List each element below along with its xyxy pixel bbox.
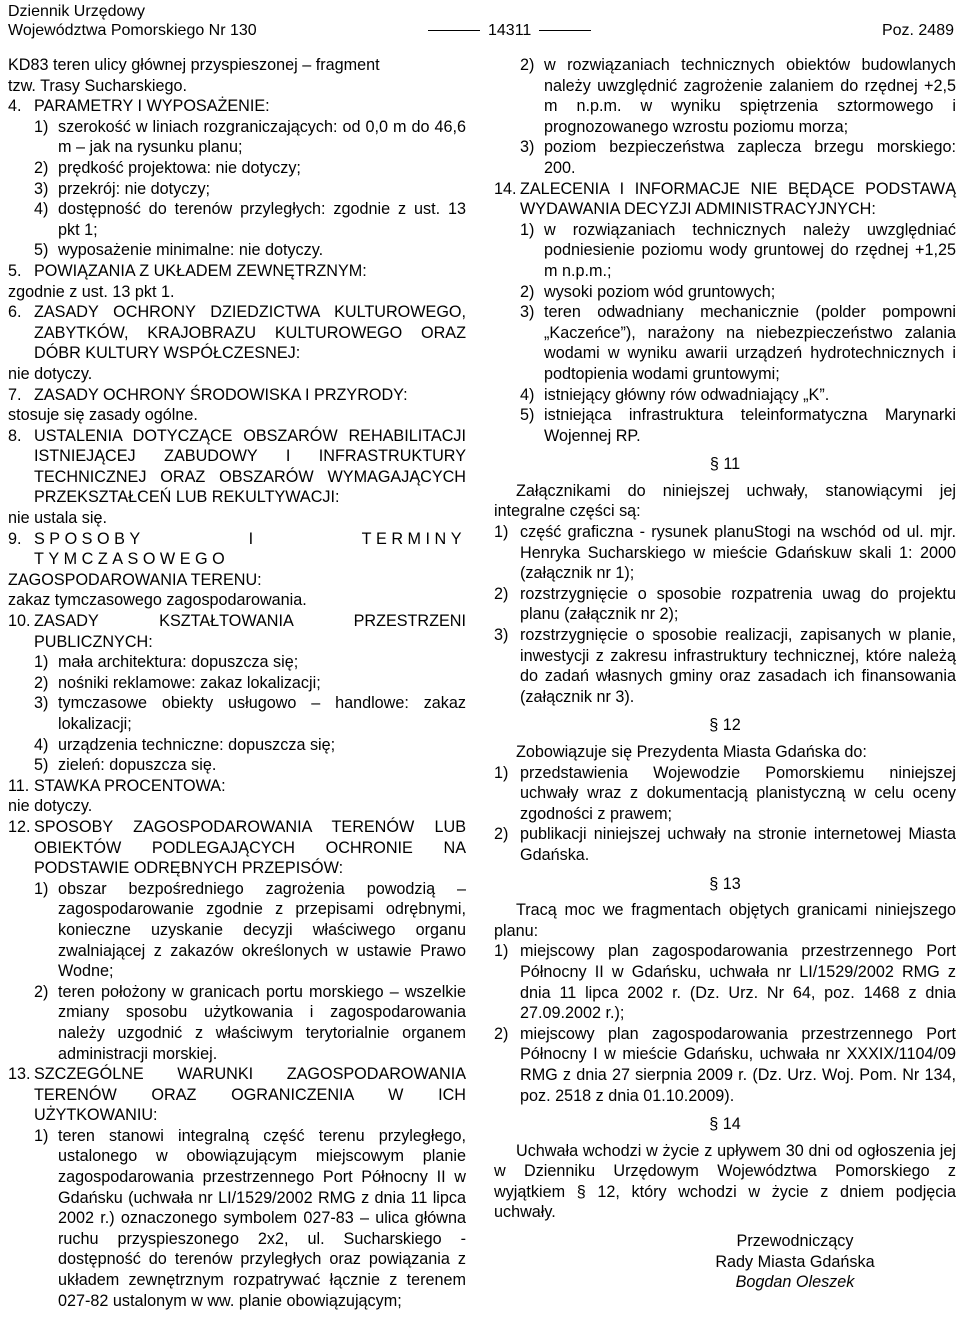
signature-block [634,1231,956,1293]
list-item [34,879,466,982]
page-number-text: 14311 [488,22,532,39]
list-item-number: 3) [494,626,509,645]
section-13 [8,1064,466,1126]
signature-org: Rady Miasta Gdańska [715,1252,875,1271]
journal-title [8,2,257,40]
paragraph-13-heading: § 13 [709,874,741,893]
list-item-number: 1) [520,220,535,239]
list-item-number: 5) [34,241,49,260]
list-item-number: 1) [494,763,509,782]
list-item-text: w rozwiązaniach technicznych należy uwzględniać podniesienie poziomu wody gruntowej do rzędnej +1,25 m n.p.m.; [544,220,956,280]
list-item-text: wyposażenie minimalne: nie dotyczy. [58,241,324,260]
paragraph-11-intro: Załącznikami do niniejszej uchwały, stanowiącymi jej integralne części są: [494,481,956,521]
list-item-number: 2) [494,825,509,844]
section-body: zgodnie z ust. 13 pkt 1. [8,282,175,301]
list-item-text: przekrój: nie dotyczy; [58,179,211,198]
section-number: 6. [8,303,22,322]
list-item-number: 3) [520,303,535,322]
list-item-number: 3) [520,138,535,157]
list-item-number: 1) [34,117,49,136]
list-item-number: 2) [494,1024,509,1043]
section-title: ZASADY KSZTAŁTOWANIA PRZESTRZENI PUBLICZNYCH: [34,612,466,651]
journal-title-line1: Dziennik Urzędowy [8,3,145,20]
section-body: nie ustala się. [8,509,107,528]
list-item-number: 2) [34,673,49,692]
list-item [34,693,466,734]
list-item-text: zieleń: dopuszcza się. [58,756,217,775]
list-item-text: teren położony w granicach portu morskiego – wszelkie zmiany sposobu użytkowania i zagospodarowania należy uzgodnić z właściwym terytorialnie organem administracji morskiej. [58,982,466,1063]
paragraph-13-intro: Tracą moc we fragmentach objętych granicami niniejszego planu: [494,901,956,940]
list-item-text: teren stanowi integralną część terenu przyległego, ustalonego w obowiązującym miejscowym planie zagospodarowania przestrzennego Port Północny II w Gdańsku (uchwała nr LI/1529/2002 RMG z dnia 11 lipca 2002 r.) oznaczonego symbolem 027-83 – ulica główna ruchu przyspieszonego 2x2, ul. Sucharskiego - dostępność do terenów przyległych oraz powiązania z układem zewnętrznym rozpatrywać łącznie z terenem 027-82 ustalonym w ww. planie obowiązującym; [58,1126,466,1310]
list-item-text: miejscowy plan zagospodarowania przestrzennego Port Północny I w mieście Gdańsku, uchwała nr XXXIX/1104/09 RMG z dnia 27 sierpnia 2009 r. (Dz. Urz. Woj. Pom. Nr 134, poz. 2518 z dnia 01.10.2009). [520,1024,956,1105]
section-title: SZCZEGÓLNE WARUNKI ZAGOSPODAROWANIA TERENÓW ORAZ OGRANICZENIA W ICH UŻYTKOWANIU: [34,1065,466,1125]
list-item-number: 1) [494,523,509,542]
right-column [494,55,956,1293]
list-item [34,735,466,756]
list-item-number: 3) [34,179,49,198]
left-column [8,55,466,1311]
list-item-number: 4) [520,385,535,404]
paragraph-12-heading: § 12 [709,716,741,735]
list-item [34,199,466,240]
section-title: USTALENIA DOTYCZĄCE OBSZARÓW REHABILITACJI ISTNIEJĄCEJ ZABUDOWY I INFRASTRUKTURY TECHNICZNEJ ORAZ OBSZARÓW WYMAGAJĄCYCH PRZEKSZTAŁCEŃ LUB REKULTYWACJI: [34,426,466,507]
list-item [34,240,466,261]
list-item-number: 1) [34,879,49,898]
section-number: 9. [8,529,22,548]
intro-line1: KD83 teren ulicy głównej przyspieszonej – fragment [8,56,380,74]
list-item-number: 5) [34,756,49,775]
list-item [34,652,466,673]
section-body: nie dotyczy. [8,364,93,383]
dash-left [428,30,480,31]
paragraph-12-intro: Zobowiązuje się Prezydenta Miasta Gdańska do: [516,743,867,761]
section-title: ZALECENIA I INFORMACJE NIE BĘDĄCE PODSTAWĄ WYDAWANIA DECYZJI ADMINISTRACYJNYCH: [520,179,956,219]
list-item-text: prędkość projektowa: nie dotyczy; [58,158,301,177]
section-12 [8,817,466,879]
list-item [494,625,956,707]
list-item [520,302,956,384]
list-item-number: 2) [520,56,535,74]
section-title: SPOSOBY ZAGOSPODAROWANIA TERENÓW LUB OBIEKTÓW PODLEGAJĄCYCH OCHRONIE NA PODSTAWIE ODRĘBNYCH PRZEPISÓW: [34,817,466,878]
section-number: 11. [8,776,30,795]
section-number: 4. [8,97,22,116]
section-title: ZASADY OCHRONY DZIEDZICTWA KULTUROWEGO, ZABYTKÓW, KRAJOBRAZU KULTUROWEGO ORAZ DÓBR KULTURY WSPÓŁCZESNEJ: [34,303,466,363]
list-item [494,941,956,1023]
section-number: 10. [8,612,31,631]
list-item [34,117,466,158]
list-item-number: 4) [34,200,49,219]
list-item-text: szerokość w liniach rozgraniczających: od 0,0 m do 46,6 m – jak na rysunku planu; [58,117,466,157]
list-item [494,522,956,584]
list-item-text: w rozwiązaniach technicznych obiektów budowlanych należy uwzględnić zagrożenie zalaniem do rzędnej +2,5 m n.p.m. w wyniku spiętrzenia sztormowego i prognozowanego wzrostu poziomu morza; [544,56,956,136]
list-item-text: wysoki poziom wód gruntowych; [544,282,776,301]
section-number: 7. [8,385,22,404]
list-item [34,673,466,694]
section-title: POWIĄZANIA Z UKŁADEM ZEWNĘTRZNYM: [34,261,367,280]
list-item-text: rozstrzygnięcie o sposobie realizacji, zapisanych w planie, inwestycji z zakresu infrastruktury technicznej, które należą do zadań własnych gminy oraz zasadach ich finansowania (załącznik nr 3). [520,626,956,706]
section-14 [494,179,956,220]
list-item-number: 5) [520,406,535,425]
list-item [520,405,956,446]
section-body: nie dotyczy. [8,797,93,816]
list-item-text: istniejący główny rów odwadniający „K”. [544,385,830,404]
list-item-text: teren odwadniany mechanicznie (polder pompowni „Kaczeńce”), narażony na niebezpieczeństwo zalania wodami w wyniku awarii urządzeń hydrotechnicznych i podtopienia wodami gruntowymi; [544,303,956,383]
section-title: PARAMETRY I WYPOSAŻENIE: [34,97,270,116]
list-item-text: dostępność do terenów przyległych: zgodnie z ust. 13 pkt 1; [58,200,466,239]
section-6 [8,302,466,364]
list-item-number: 1) [34,1126,49,1145]
list-item-text: istniejąca infrastruktura teleinformatyczna Marynarki Wojennej RP. [544,406,956,445]
list-item-number: 2) [520,282,535,301]
section-10 [8,611,466,652]
section-number: 13. [8,1065,31,1084]
list-item [494,763,956,825]
section-4 [8,96,466,117]
list-item-text: obszar bezpośredniego zagrożenia powodzią – zagospodarowanie zgodnie z przepisami odrębnymi, konieczne uzyskanie decyzji właściwego organu zwalniającej z zakazów określonych w ustawie Prawo Wodne; [58,879,466,981]
section-body: zakaz tymczasowego zagospodarowania. [8,591,307,610]
list-item-number: 1) [494,942,509,961]
list-item-text: mała architektura: dopuszcza się; [58,653,299,672]
list-item [494,1024,956,1106]
list-item-text: urządzenia techniczne: dopuszcza się; [58,735,336,754]
section-body: stosuje się zasady ogólne. [8,406,198,425]
dash-right [539,30,591,31]
page-number [420,21,599,40]
section-number: 5. [8,261,22,280]
list-item [34,755,466,776]
list-item-number: 2) [34,982,49,1001]
paragraph-14-body: Uchwała wchodzi w życie z upływem 30 dni od ogłoszenia jej w Dzienniku Urzędowym Województwa Pomorskiego z wyjątkiem § 12, który wchodzi w życie z dniem podjęcia uchwały. [494,1141,956,1222]
list-item-text: rozstrzygnięcie o sposobie rozpatrenia uwag do projektu planu (załącznik nr 2); [520,584,956,624]
list-item [520,385,956,406]
section-5 [8,261,466,282]
signature-name: Bogdan Oleszek [735,1273,855,1292]
list-item-number: 3) [34,694,49,713]
section-title: ZASADY OCHRONY ŚRODOWISKA I PRZYRODY: [34,385,408,404]
list-item [520,282,956,303]
section-number: 14. [494,179,517,198]
signature-role: Przewodniczący [736,1232,854,1251]
section-title: STAWKA PROCENTOWA: [34,776,226,795]
list-item [494,584,956,625]
section-8 [8,426,466,508]
section-7 [8,385,466,406]
list-item-text: poziom bezpieczeństwa zaplecza brzegu morskiego: 200. [544,138,956,177]
list-item [34,158,466,179]
list-item [520,137,956,178]
section-11 [8,776,466,797]
section-title-cont: ZAGOSPODAROWANIA TERENU: [8,570,262,589]
list-item [34,1126,466,1311]
list-item-text: przedstawienia Wojewodzie Pomorskiemu niniejszej uchwały wraz z dokumentacją planistyczną w celu oceny zgodności z prawem; [520,763,956,823]
list-item-text: część graficzna - rysunek planuStogi na wschód od ul. mjr. Henryka Sucharskiego w mieście Gdańskuw skali 1: 2000 (załącznik nr 1); [520,523,956,583]
intro-line2: tzw. Trasy Sucharskiego. [8,76,188,95]
list-item-number: 2) [34,158,49,177]
list-item-text: publikacji niniejszej uchwały na stronie internetowej Miasta Gdańska. [520,825,956,864]
list-item-text: nośniki reklamowe: zakaz lokalizacji; [58,673,321,692]
list-item-number: 1) [34,653,49,672]
list-item [494,824,956,865]
paragraph-11-heading: § 11 [709,455,741,474]
list-item [520,55,956,137]
list-item-text: tymczasowe obiekty usługowo – handlowe: zakaz lokalizacji; [58,694,466,733]
section-number: 8. [8,426,22,445]
section-9 [8,529,466,570]
page-header [8,2,956,42]
list-item-number: 2) [494,584,509,603]
list-item [34,179,466,200]
list-item [34,982,466,1064]
list-item [520,220,956,282]
list-item-text: miejscowy plan zagospodarowania przestrzennego Port Północny II w Gdańsku, uchwała nr LI/1529/2002 RMG z dnia 11 lipca 2002 r. (Dz. Urz. Nr 64, poz. 1468 z dnia 27.09.2002 r.); [520,942,956,1023]
section-number: 12. [8,817,31,836]
list-item-number: 4) [34,735,49,754]
paragraph-14-heading: § 14 [709,1115,741,1134]
journal-title-line2: Województwa Pomorskiego Nr 130 [8,22,257,39]
position-number: Poz. 2489 [881,22,954,39]
section-title: SPOSOBY I TERMINY TYMCZASOWEGO [34,529,466,569]
